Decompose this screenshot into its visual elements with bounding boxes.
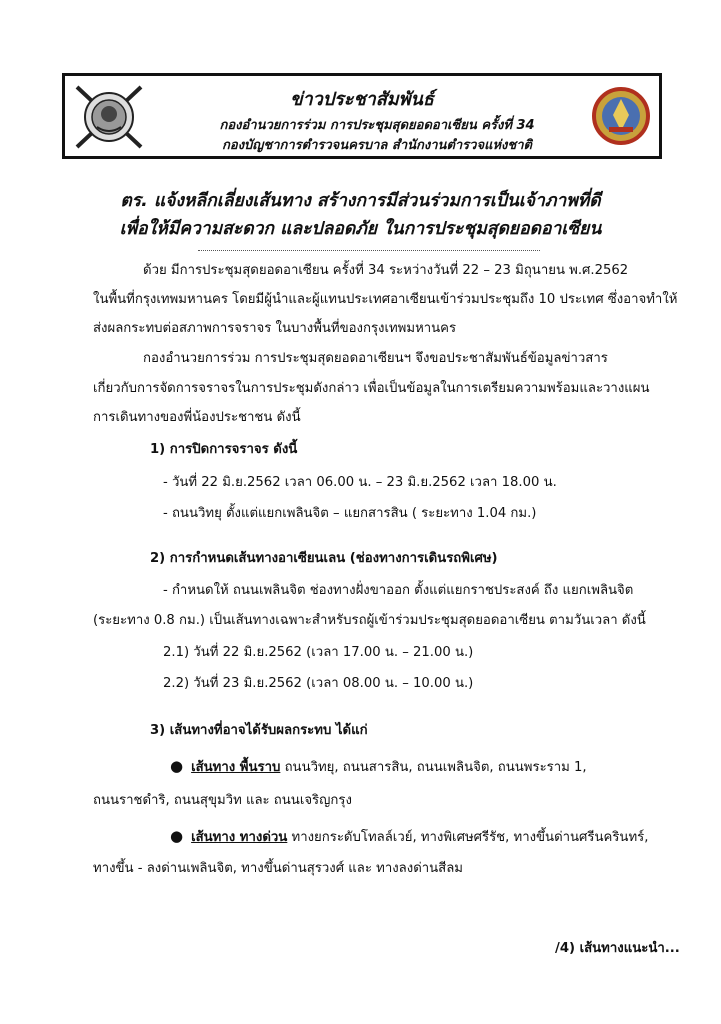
dotted-divider	[198, 250, 540, 251]
section-2-line-1: - กำหนดให้ ถนนเพลินจิต ช่องทางฝั่งขาออก ตั้งแต่แยกราชประสงค์ ถึง แยกเพลินจิต	[163, 583, 634, 598]
paragraph-2-line-3: การเดินทางของพี่น้องประชาชน ดังนี้	[93, 410, 301, 425]
section-3-bullet-1-line-2: ถนนราชดำริ, ถนนสุขุมวิท และ ถนนเจริญกรุง	[93, 793, 352, 808]
continued-text: /4) เส้นทางแนะนำ...	[555, 941, 680, 956]
header-department: กองบัญชาการตำรวจนครบาล สำนักงานตำรวจแห่งชาติ	[222, 138, 532, 153]
section-3-bullet-2-line-2: ทางขึ้น - ลงด่านเพลินจิต, ทางขึ้นด่านสุรวงศ์ และ ทางลงด่านสีลม	[93, 861, 463, 876]
bullet-2-label: เส้นทาง ทางด่วน	[191, 830, 288, 845]
police-emblem-right	[591, 81, 651, 151]
bullet-2-text: ทางยกระดับโทลล์เวย์, ทางพิเศษศรีรัช, ทางขึ้นด่านศรีนครินทร์,	[287, 830, 649, 845]
section-3-bullet-2	[170, 827, 648, 847]
headline-line-2: เพื่อให้มีความสะดวก และปลอดภัย ในการประชุมสุดยอดอาเซียน	[119, 219, 602, 239]
section-3-bullet-1	[170, 757, 587, 777]
paragraph-2-line-2: เกี่ยวกับการจัดการจราจรในการประชุมดังกล่าว เพื่อเป็นข้อมูลในการเตรียมความพร้อมและวางแผน	[93, 381, 650, 396]
bullet-icon: ●	[170, 757, 184, 775]
paragraph-1-line-2: ในพื้นที่กรุงเทพมหานคร โดยมีผู้นำและผู้แทนประเทศอาเซียนเข้าร่วมประชุมถึง 10 ประเทศ ซึ่งอาจทำให้	[93, 292, 678, 307]
bullet-1-label: เส้นทาง พื้นราบ	[191, 760, 281, 775]
header-title: ข่าวประชาสัมพันธ์	[290, 89, 434, 110]
bullet-1-text: ถนนวิทยุ, ถนนสารสิน, ถนนเพลินจิต, ถนนพระราม 1,	[280, 760, 587, 775]
paragraph-2-line-1: กองอำนวยการร่วม การประชุมสุดยอดอาเซียนฯ จึงขอประชาสัมพันธ์ข้อมูลข่าวสาร	[143, 351, 608, 366]
headline-line-1: ตร. แจ้งหลีกเลี่ยงเส้นทาง สร้างการมีส่วนร่วมการเป็นเจ้าภาพที่ดี	[120, 191, 601, 211]
header-box	[62, 73, 662, 159]
section-1-item-2: - ถนนวิทยุ ตั้งแต่แยกเพลินจิต – แยกสารสิน ( ระยะทาง 1.04 กม.)	[163, 506, 537, 521]
section-2-item-1: 2.1) วันที่ 22 มิ.ย.2562 (เวลา 17.00 น. – 21.00 น.)	[163, 645, 474, 660]
section-2-line-2: (ระยะทาง 0.8 กม.) เป็นเส้นทางเฉพาะสำหรับรถผู้เข้าร่วมประชุมสุดยอดอาเซียน ตามวันเวลา ดังนี้	[93, 613, 646, 628]
bullet-icon: ●	[170, 827, 184, 845]
section-1-item-1: - วันที่ 22 มิ.ย.2562 เวลา 06.00 น. – 23 มิ.ย.2562 เวลา 18.00 น.	[163, 475, 557, 490]
paragraph-1-line-1: ด้วย มีการประชุมสุดยอดอาเซียน ครั้งที่ 34 ระหว่างวันที่ 22 – 23 มิถุนายน พ.ศ.2562	[143, 263, 629, 278]
header-organization: กองอำนวยการร่วม การประชุมสุดยอดอาเซียน ครั้งที่ 34	[219, 118, 535, 133]
paragraph-1-line-3: ส่งผลกระทบต่อสภาพการจราจร ในบางพื้นที่ของกรุงเทพมหานคร	[93, 321, 457, 336]
section-2-item-2: 2.2) วันที่ 23 มิ.ย.2562 (เวลา 08.00 น. – 10.00 น.)	[163, 676, 474, 691]
section-2-title: 2) การกำหนดเส้นทางอาเซียนเลน (ช่องทางการเดินรถพิเศษ)	[150, 551, 498, 566]
section-1-title: 1) การปิดการจราจร ดังนี้	[150, 442, 298, 457]
section-3-title: 3) เส้นทางที่อาจได้รับผลกระทบ ได้แก่	[150, 723, 368, 738]
